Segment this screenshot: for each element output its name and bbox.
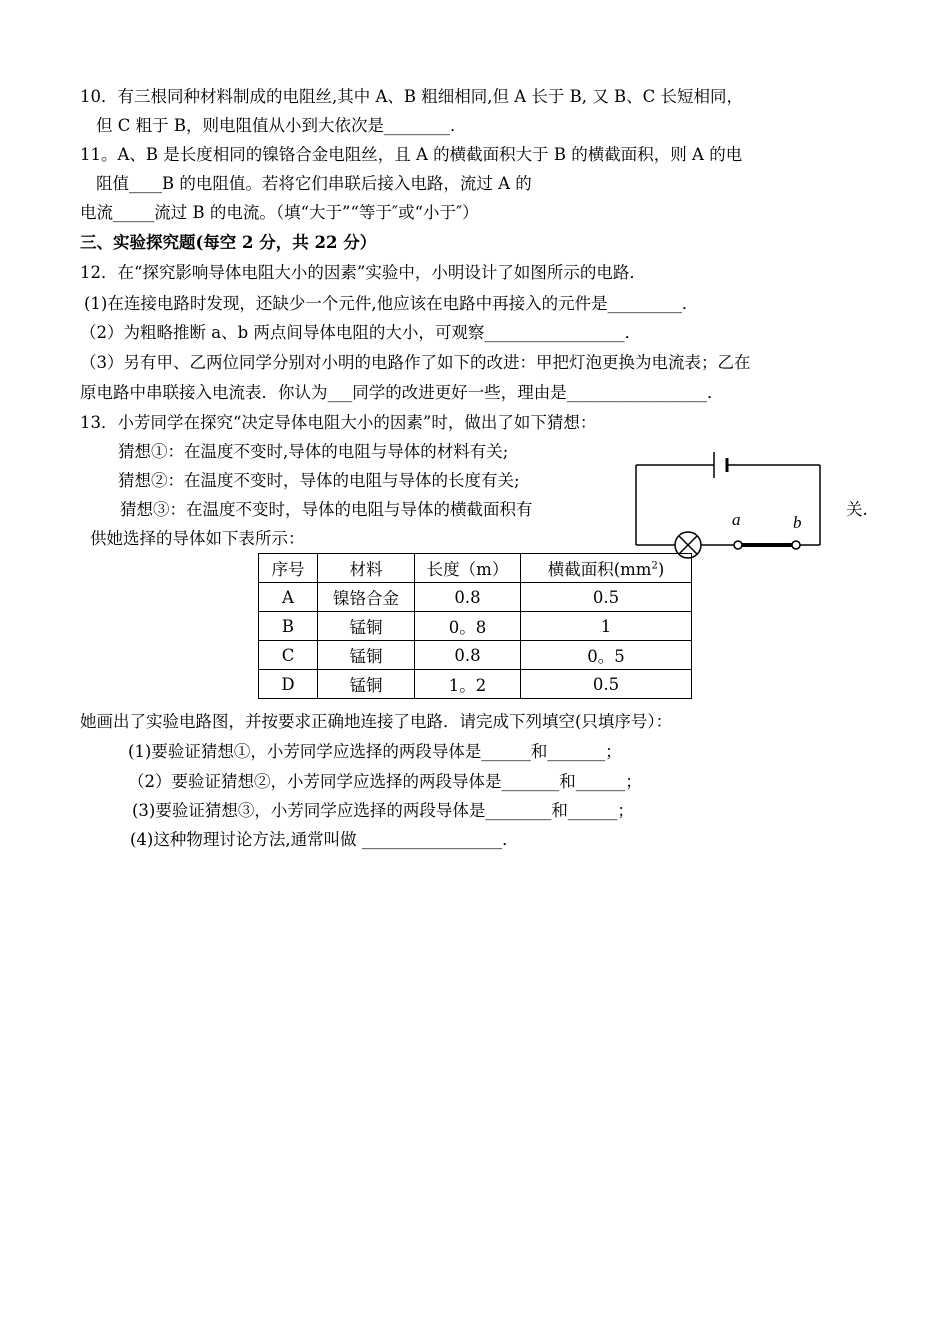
cell-length: 0。8 <box>415 612 521 641</box>
q13-intro: 13．小芳同学在探究“决定导体电阻大小的因素”时，做出了如下猜想： <box>80 413 597 432</box>
cell-area: 0。5 <box>521 641 692 670</box>
q12-part3-line2: 原电路中串联接入电流表．你认为___同学的改进更好一些，理由是_________________． <box>80 383 724 402</box>
q13-guess1: 猜想①：在温度不变时,导体的电阻与导体的材料有关; <box>118 442 509 461</box>
table-header-row <box>259 554 692 583</box>
cell-material: 锰铜 <box>318 670 415 699</box>
cell-material: 锰铜 <box>318 612 415 641</box>
header-length: 长度（m） <box>415 554 521 583</box>
q11-line3: 电流_____流过 B 的电流。（填“大于”“等于″或“小于″） <box>80 203 479 222</box>
q10-line1: 10．有三根同种材料制成的电阻丝,其中 A、B 粗细相同,但 A 长于 B, 又 B、C 长短相同， <box>80 87 744 106</box>
table-row <box>259 670 692 699</box>
cell-index: B <box>259 612 318 641</box>
cell-length: 0.8 <box>415 641 521 670</box>
terminal-a <box>734 541 742 549</box>
q11-line2: 阻值____B 的电阻值。若将它们串联后接入电路，流过 A 的 <box>96 174 532 193</box>
q12-part1: (1)在连接电路时发现，还缺少一个元件,他应该在电路中再接入的元件是_________． <box>84 294 699 313</box>
q13-fill3: (3)要验证猜想③，小芳同学应选择的两段导体是________和______； <box>132 801 634 820</box>
cell-index: A <box>259 583 318 612</box>
q10-line2: 但 C 粗于 B，则电阻值从小到大依次是________． <box>96 116 467 135</box>
cell-area: 1 <box>521 612 692 641</box>
header-material: 材料 <box>318 554 415 583</box>
q12-part3-line1: （3）另有甲、乙两位同学分别对小明的电路作了如下的改进：甲把灯泡更换为电流表；乙在 <box>80 353 751 372</box>
cell-area: 0.5 <box>521 583 692 612</box>
q12-intro: 12．在“探究影响导体电阻大小的因素”实验中，小明设计了如图所示的电路． <box>80 263 646 282</box>
cell-length: 0.8 <box>415 583 521 612</box>
q13-fill4: (4)这种物理讨论方法,通常叫做 _________________． <box>130 830 519 849</box>
q13-table-intro: 供她选择的导体如下表所示： <box>90 529 305 548</box>
table-row <box>259 583 692 612</box>
q13-guess3: 猜想③：在温度不变时，导体的电阻与导体的横截面积有 <box>120 500 533 519</box>
table-row <box>259 641 692 670</box>
section-heading: 三、实验探究题(每空 2 分，共 22 分） <box>80 233 377 252</box>
q11-line1: 11。A、B 是长度相同的镍铬合金电阻丝，且 A 的横截面积大于 B 的横截面积，则 A 的电 <box>80 145 743 164</box>
cell-length: 1。2 <box>415 670 521 699</box>
cell-material: 锰铜 <box>318 641 415 670</box>
q13-after-table: 她画出了实验电路图，并按要求正确地连接了电路．请完成下列填空(只填序号）： <box>80 712 673 731</box>
q13-guess2: 猜想②：在温度不变时，导体的电阻与导体的长度有关; <box>118 471 520 490</box>
terminal-b <box>792 541 800 549</box>
cell-area: 0.5 <box>521 670 692 699</box>
table-row <box>259 612 692 641</box>
cell-index: D <box>259 670 318 699</box>
q13-fill1: (1)要验证猜想①，小芳同学应选择的两段导体是______和_______； <box>128 742 622 761</box>
q12-part2: （2）为粗略推断 a、b 两点间导体电阻的大小，可观察_________________． <box>80 323 642 342</box>
q13-guess3-end: 关. <box>846 500 868 519</box>
header-area: 横截面积$(mm^2)$ <box>521 554 692 583</box>
circuit-diagram <box>628 450 828 560</box>
conductor-table <box>258 553 692 699</box>
label-b: b <box>793 513 802 532</box>
cell-index: C <box>259 641 318 670</box>
header-index: 序号 <box>259 554 318 583</box>
cell-material: 镍铬合金 <box>318 583 415 612</box>
label-a: a <box>732 510 741 529</box>
q13-fill2: （2）要验证猜想②，小芳同学应选择的两段导体是_______和______； <box>128 772 642 791</box>
